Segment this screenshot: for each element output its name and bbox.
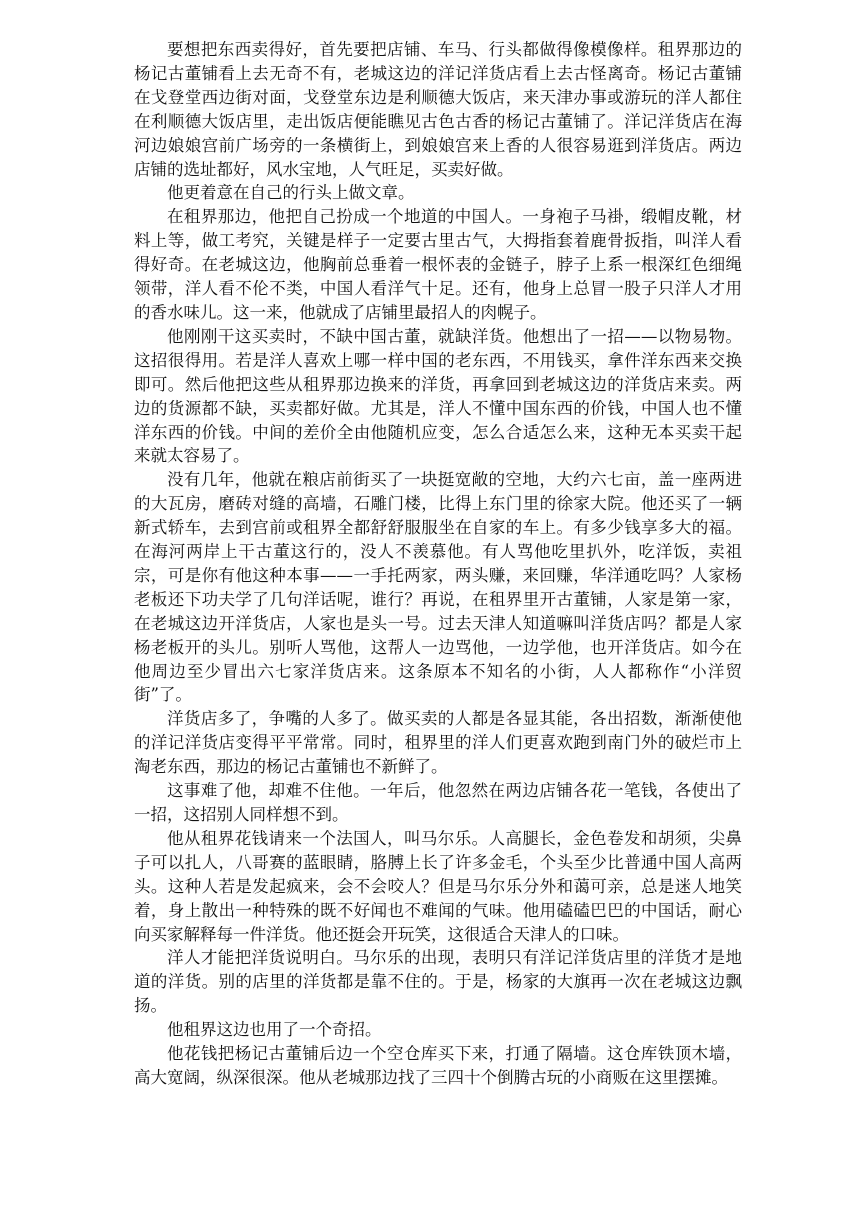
paragraph: 他租界这边也用了一个奇招。 (167, 1020, 382, 1040)
document-page (134, 38, 742, 1090)
paragraph: 他从租界花钱请来一个法国人，叫马尔乐。人高腿长，金色卷发和胡须，尖鼻子可以扎人，八哥赛的蓝眼睛，胳膊上长了许多金毛，个头至少比普通中国人高两头。这种人若是发起疯来，会不会咬人？但是马尔乐分外和蔼可亲，总是迷人地笑着，身上散出一种特殊的既不好闻也不难闻的气味。他用磕磕巴巴的中国话，耐心向买家解释每一件洋货。他还挺会开玩笑，这很适合天津人的口味。 (134, 828, 742, 944)
paragraph: 没有几年，他就在粮店前街买了一块挺宽敞的空地，大约六七亩，盖一座两进的大瓦房，磨砖对缝的高墙，石雕门楼，比得上东门里的徐家大院。他还买了一辆新式轿车，去到宫前或租界全都舒舒服服坐在自家的车上。有多少钱享多大的福。在海河两岸上干古董这行的，没人不羡慕他。有人骂他吃里扒外，吃洋饭，卖祖宗，可是你有他这种本事——一手托两家，两头赚，来回赚，华洋通吃吗？人家杨老板还下功夫学了几句洋话呢，谁行？再说，在租界里开古董铺，人家是第一家，在老城这边开洋货店，人家也是头一号。过去天津人知道嘛叫洋货店吗？都是人家杨老板开的头儿。别听人骂他，这帮人一边骂他，一边学他，也开洋货店。如今在他周边至少冒出六七家洋货店来。这条原本不知名的小街，人人都称作“小洋贸街”了。 (134, 470, 742, 705)
paragraph: 洋人才能把洋货说明白。马尔乐的出现，表明只有洋记洋货店里的洋货才是地道的洋货。别的店里的洋货都是靠不住的。于是，杨家的大旗再一次在老城这边飘扬。 (134, 948, 742, 1016)
paragraph: 洋货店多了，争嘴的人多了。做买卖的人都是各显其能，各出招数，渐渐使他的洋记洋货店变得平平常常。同时，租界里的洋人们更喜欢跑到南门外的破烂市上淘老东西，那边的杨记古董铺也不新鲜了。 (134, 709, 742, 777)
paragraph: 他更着意在自己的行头上做文章。 (167, 183, 415, 203)
paragraph: 要想把东西卖得好，首先要把店铺、车马、行头都做得像模像样。租界那边的杨记古董铺看上去无奇不有，老城这边的洋记洋货店看上去古怪离奇。杨记古董铺在戈登堂西边街对面，戈登堂东边是利顺德大饭店，来天津办事或游玩的洋人都住在利顺德大饭店里，走出饭店便能瞧见古色古香的杨记古董铺了。洋记洋货店在海河边娘娘宫前广场旁的一条横街上，到娘娘宫来上香的人很容易逛到洋货店。两边店铺的选址都好，风水宝地，人气旺足，买卖好做。 (134, 40, 742, 179)
paragraph: 他刚刚干这买卖时，不缺中国古董，就缺洋货。他想出了一招——以物易物。这招很得用。若是洋人喜欢上哪一样中国的老东西，不用钱买，拿件洋东西来交换即可。然后他把这些从租界那边换来的洋货，再拿回到老城这边的洋货店来卖。两边的货源都不缺，买卖都好做。尤其是，洋人不懂中国东西的价钱，中国人也不懂洋东西的价钱。中间的差价全由他随机应变，怎么合适怎么来，这种无本买卖干起来就太容易了。 (134, 326, 742, 466)
paragraph: 在租界那边，他把自己扮成一个地道的中国人。一身袍子马褂，缎帽皮靴，材料上等，做工考究，关键是样子一定要古里古气，大拇指套着鹿骨扳指，叫洋人看得好奇。在老城这边，他胸前总垂着一根怀表的金链子，脖子上系一根深红色细绳领带，洋人看不伦不类，中国人看洋气十足。还有，他身上总冒一股子只洋人才用的香水味儿。这一来，他就成了店铺里最招人的肉幌子。 (134, 207, 742, 322)
paragraph: 这事难了他，却难不住他。一年后，他忽然在两边店铺各花一笔钱，各使出了一招，这招别人同样想不到。 (134, 781, 742, 824)
paragraph: 他花钱把杨记古董铺后边一个空仓库买下来，打通了隔墙。这仓库铁顶木墙，高大宽阔，纵深很深。他从老城那边找了三四十个倒腾古玩的小商贩在这里摆摊。 (134, 1044, 742, 1087)
